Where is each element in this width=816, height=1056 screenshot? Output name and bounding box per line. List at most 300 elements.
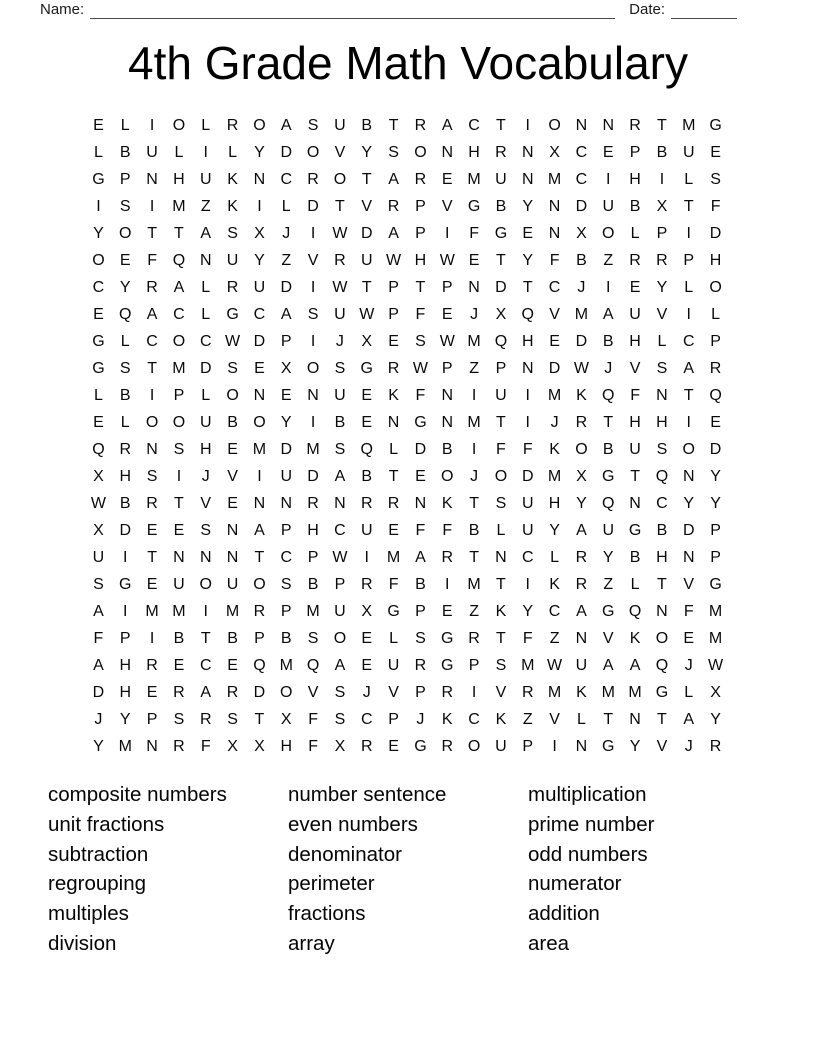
grid-letter: Q: [709, 386, 722, 404]
grid-letter: C: [548, 278, 561, 296]
grid-letter: I: [525, 575, 530, 593]
grid-letter: P: [710, 521, 721, 539]
grid-letter: R: [307, 170, 319, 188]
grid-letter: N: [495, 548, 507, 566]
grid-letter: R: [334, 251, 346, 269]
grid-letter: T: [415, 278, 426, 296]
grid-letter: R: [414, 656, 427, 674]
grid-letter: F: [683, 602, 694, 620]
grid-letter: Q: [253, 656, 266, 674]
grid-letter: D: [575, 197, 588, 215]
grid-letter: A: [146, 305, 158, 323]
grid-letter: G: [628, 521, 642, 539]
word-list-item: numerator: [528, 872, 622, 896]
grid-letter: Q: [602, 494, 615, 512]
grid-letter: U: [629, 440, 641, 458]
grid-letter: Q: [119, 305, 132, 323]
grid-letter: T: [522, 278, 533, 296]
grid-letter: D: [414, 440, 427, 458]
grid-letter: U: [360, 521, 373, 539]
grid-letter: U: [199, 170, 212, 188]
grid-letter: A: [683, 359, 695, 377]
grid-letter: V: [388, 683, 399, 701]
grid-letter: R: [629, 251, 641, 269]
grid-letter: I: [552, 737, 557, 755]
grid-letter: T: [496, 116, 506, 134]
grid-letter: R: [199, 710, 212, 728]
grid-letter: U: [334, 386, 346, 404]
grid-letter: A: [93, 656, 104, 674]
grid-letter: S: [200, 521, 212, 539]
grid-letter: O: [306, 359, 320, 377]
grid-letter: R: [173, 683, 185, 701]
grid-letter: B: [361, 116, 373, 134]
grid-letter: L: [201, 278, 211, 296]
grid-letter: O: [548, 116, 561, 134]
grid-letter: U: [334, 116, 346, 134]
grid-letter: I: [525, 413, 530, 431]
grid-letter: Y: [710, 467, 721, 485]
date-fill-line: [671, 5, 737, 19]
grid-letter: T: [254, 710, 265, 728]
grid-letter: F: [93, 629, 104, 647]
grid-letter: B: [576, 251, 587, 269]
grid-letter: S: [334, 710, 346, 728]
grid-letter: X: [280, 710, 292, 728]
grid-letter: E: [119, 251, 131, 269]
grid-letter: R: [575, 413, 588, 431]
grid-letter: J: [577, 278, 586, 296]
grid-letter: B: [468, 521, 480, 539]
grid-letter: X: [495, 305, 507, 323]
grid-letter: E: [361, 656, 373, 674]
grid-letter: L: [684, 278, 694, 296]
grid-letter: Y: [549, 521, 560, 539]
grid-letter: S: [415, 332, 426, 350]
grid-letter: T: [657, 116, 667, 134]
grid-letter: Y: [119, 710, 131, 728]
grid-letter: V: [629, 359, 641, 377]
grid-letter: W: [332, 278, 348, 296]
grid-letter: X: [361, 602, 373, 620]
grid-letter: V: [656, 737, 668, 755]
grid-letter: S: [334, 440, 346, 458]
grid-letter: E: [227, 440, 238, 458]
grid-letter: F: [415, 386, 426, 404]
grid-letter: C: [280, 170, 293, 188]
grid-letter: J: [684, 656, 693, 674]
grid-letter: X: [93, 521, 104, 539]
grid-letter: M: [601, 683, 615, 701]
grid-letter: H: [173, 170, 185, 188]
grid-letter: B: [656, 521, 668, 539]
grid-letter: E: [173, 656, 185, 674]
grid-letter: P: [710, 548, 721, 566]
word-list-item: array: [288, 931, 335, 955]
grid-letter: R: [360, 737, 373, 755]
grid-letter: A: [254, 521, 265, 539]
grid-letter: H: [199, 440, 212, 458]
grid-letter: P: [656, 224, 668, 242]
grid-letter: M: [172, 197, 186, 215]
grid-letter: E: [388, 737, 399, 755]
name-label: Name:: [40, 1, 85, 18]
grid-letter: I: [96, 197, 101, 215]
grid-letter: I: [525, 116, 530, 134]
grid-letter: W: [708, 656, 724, 674]
grid-letter: T: [147, 359, 157, 377]
grid-letter: Q: [360, 440, 373, 458]
grid-letter: J: [550, 413, 559, 431]
grid-letter: K: [227, 197, 238, 215]
grid-letter: T: [254, 548, 265, 566]
grid-letter: Z: [603, 575, 614, 593]
word-list-item: composite numbers: [48, 783, 227, 806]
grid-letter: J: [604, 359, 613, 377]
grid-letter: Q: [92, 440, 105, 458]
grid-letter: E: [146, 521, 158, 539]
grid-letter: S: [656, 359, 668, 377]
word-list-item: number sentence: [288, 783, 447, 806]
grid-letter: K: [495, 602, 507, 620]
grid-letter: E: [602, 143, 614, 161]
grid-letter: T: [388, 467, 399, 485]
grid-letter: D: [682, 521, 695, 539]
grid-letter: I: [310, 278, 316, 296]
grid-letter: E: [146, 683, 158, 701]
grid-letter: E: [93, 305, 104, 323]
grid-letter: O: [119, 224, 132, 242]
grid-letter: B: [629, 548, 641, 566]
grid-letter: Y: [93, 737, 104, 755]
grid-letter: K: [441, 494, 453, 512]
grid-letter: I: [364, 548, 369, 566]
grid-letter: V: [656, 305, 668, 323]
grid-letter: U: [226, 251, 239, 269]
grid-letter: C: [173, 305, 185, 323]
grid-letter: S: [93, 575, 104, 593]
grid-letter: B: [602, 332, 614, 350]
letter-grid: [85, 112, 729, 760]
grid-letter: X: [576, 224, 587, 242]
grid-letter: N: [629, 710, 641, 728]
grid-letter: D: [360, 224, 373, 242]
grid-letter: I: [149, 116, 155, 134]
grid-letter: G: [360, 359, 373, 377]
grid-letter: D: [307, 467, 319, 485]
grid-letter: I: [686, 224, 691, 242]
grid-letter: L: [174, 143, 184, 161]
grid-letter: U: [334, 305, 346, 323]
grid-letter: S: [307, 116, 319, 134]
grid-letter: T: [469, 494, 479, 512]
grid-letter: M: [708, 629, 723, 647]
grid-letter: F: [630, 386, 640, 404]
grid-letter: C: [146, 332, 158, 350]
grid-letter: S: [710, 170, 721, 188]
grid-letter: E: [710, 143, 721, 161]
grid-letter: F: [710, 197, 721, 215]
grid-letter: K: [227, 170, 238, 188]
grid-letter: D: [280, 143, 293, 161]
grid-letter: E: [227, 494, 238, 512]
grid-letter: H: [119, 656, 132, 674]
grid-letter: H: [629, 332, 641, 350]
grid-letter: T: [174, 494, 184, 512]
grid-letter: R: [414, 170, 427, 188]
grid-letter: O: [172, 413, 186, 431]
grid-letter: Y: [522, 602, 534, 620]
grid-letter: N: [521, 143, 534, 161]
grid-letter: N: [656, 386, 668, 404]
grid-letter: J: [282, 224, 291, 242]
grid-letter: T: [174, 224, 184, 242]
grid-letter: M: [547, 386, 562, 404]
grid-letter: G: [709, 116, 722, 134]
grid-letter: X: [254, 224, 265, 242]
grid-letter: O: [333, 629, 347, 647]
grid-letter: Z: [469, 359, 479, 377]
grid-letter: F: [308, 710, 318, 728]
grid-letter: O: [467, 737, 481, 755]
grid-letter: O: [333, 170, 347, 188]
grid-letter: W: [386, 251, 402, 269]
grid-letter: U: [387, 656, 400, 674]
grid-letter: R: [387, 359, 400, 377]
grid-letter: B: [361, 467, 373, 485]
grid-letter: T: [469, 548, 479, 566]
grid-letter: Y: [522, 197, 534, 215]
grid-letter: I: [257, 197, 262, 215]
grid-letter: O: [253, 413, 266, 431]
grid-letter: O: [253, 575, 266, 593]
grid-letter: R: [226, 116, 239, 134]
grid-letter: H: [307, 521, 319, 539]
grid-letter: T: [147, 548, 157, 566]
grid-letter: N: [146, 170, 158, 188]
grid-letter: I: [149, 386, 155, 404]
grid-letter: O: [655, 629, 669, 647]
grid-letter: N: [602, 116, 615, 134]
grid-letter: M: [118, 737, 132, 755]
grid-letter: P: [119, 170, 131, 188]
grid-letter: W: [332, 548, 348, 566]
grid-letter: C: [334, 521, 346, 539]
grid-letter: E: [173, 521, 185, 539]
grid-letter: M: [467, 575, 481, 593]
grid-letter: T: [683, 386, 694, 404]
grid-letter: N: [146, 440, 158, 458]
grid-letter: G: [441, 656, 454, 674]
grid-letter: I: [606, 170, 611, 188]
grid-letter: H: [629, 413, 641, 431]
grid-letter: E: [415, 467, 426, 485]
grid-letter: V: [307, 683, 319, 701]
grid-letter: J: [470, 305, 479, 323]
grid-letter: X: [656, 197, 668, 215]
grid-letter: R: [387, 494, 400, 512]
grid-letter: S: [495, 656, 507, 674]
grid-letter: R: [387, 197, 400, 215]
grid-letter: Y: [522, 251, 534, 269]
grid-letter: C: [521, 548, 534, 566]
grid-letter: P: [388, 278, 399, 296]
grid-letter: A: [415, 548, 426, 566]
grid-letter: T: [630, 467, 640, 485]
grid-letter: Z: [200, 197, 211, 215]
grid-letter: I: [686, 413, 691, 431]
grid-letter: Y: [710, 494, 721, 512]
grid-letter: X: [254, 737, 265, 755]
grid-letter: Y: [280, 413, 292, 431]
word-list: [48, 780, 768, 959]
grid-letter: C: [575, 170, 588, 188]
grid-letter: W: [359, 305, 375, 323]
grid-letter: S: [173, 710, 185, 728]
grid-letter: B: [119, 494, 131, 512]
grid-letter: N: [226, 548, 239, 566]
grid-letter: O: [441, 467, 454, 485]
grid-letter: Y: [93, 224, 104, 242]
grid-letter: K: [549, 575, 560, 593]
grid-letter: U: [173, 575, 185, 593]
grid-letter: G: [414, 413, 427, 431]
grid-letter: V: [200, 494, 212, 512]
grid-letter: D: [92, 683, 105, 701]
grid-letter: N: [521, 170, 534, 188]
grid-letter: R: [575, 575, 588, 593]
grid-letter: Q: [306, 656, 320, 674]
grid-letter: P: [388, 305, 399, 323]
grid-letter: O: [709, 278, 722, 296]
grid-letter: E: [227, 656, 238, 674]
grid-letter: C: [199, 332, 212, 350]
grid-letter: U: [521, 521, 534, 539]
grid-letter: L: [93, 143, 103, 161]
name-fill-line: [90, 5, 615, 19]
grid-letter: Q: [494, 332, 508, 350]
grid-letter: Z: [469, 602, 479, 620]
grid-letter: A: [602, 305, 614, 323]
grid-letter: N: [575, 629, 588, 647]
grid-letter: M: [467, 170, 481, 188]
word-list-item: area: [528, 931, 570, 955]
grid-letter: A: [93, 602, 104, 620]
grid-letter: X: [334, 737, 346, 755]
grid-letter: I: [203, 143, 208, 161]
grid-letter: H: [629, 170, 641, 188]
grid-letter: B: [495, 197, 507, 215]
word-list-item: multiples: [48, 902, 129, 926]
grid-letter: Z: [603, 251, 614, 269]
grid-letter: M: [145, 602, 159, 620]
grid-letter: N: [521, 359, 534, 377]
grid-letter: N: [307, 386, 319, 404]
grid-letter: O: [682, 440, 695, 458]
word-list-item: unit fractions: [48, 812, 165, 836]
grid-letter: L: [120, 116, 130, 134]
grid-letter: A: [388, 224, 399, 242]
grid-letter: L: [711, 305, 721, 323]
grid-letter: I: [123, 548, 128, 566]
grid-letter: B: [227, 629, 238, 647]
grid-letter: N: [441, 386, 454, 404]
grid-letter: O: [602, 224, 615, 242]
grid-letter: C: [199, 656, 212, 674]
grid-letter: O: [253, 116, 266, 134]
grid-letter: N: [548, 197, 561, 215]
grid-letter: C: [280, 548, 293, 566]
grid-letter: U: [199, 413, 212, 431]
grid-letter: R: [521, 683, 534, 701]
grid-letter: H: [656, 413, 668, 431]
grid-letter: Y: [254, 143, 265, 161]
grid-letter: S: [280, 575, 292, 593]
grid-letter: M: [306, 602, 320, 620]
grid-letter: X: [361, 332, 373, 350]
grid-letter: R: [226, 278, 239, 296]
grid-letter: M: [386, 548, 401, 566]
grid-letter: D: [709, 224, 722, 242]
grid-letter: K: [629, 629, 641, 647]
grid-letter: Y: [254, 251, 265, 269]
grid-letter: U: [226, 575, 239, 593]
grid-letter: A: [334, 467, 346, 485]
grid-letter: S: [495, 494, 507, 512]
grid-letter: E: [361, 386, 373, 404]
grid-letter: Q: [628, 602, 642, 620]
grid-letter: E: [468, 251, 480, 269]
grid-letter: A: [200, 683, 212, 701]
grid-letter: N: [146, 737, 158, 755]
grid-letter: R: [119, 440, 132, 458]
grid-letter: V: [441, 197, 453, 215]
grid-letter: E: [441, 602, 453, 620]
grid-letter: T: [496, 575, 506, 593]
grid-letter: O: [172, 116, 186, 134]
grid-letter: P: [280, 521, 292, 539]
grid-letter: S: [227, 710, 238, 728]
grid-letter: P: [441, 359, 453, 377]
grid-letter: P: [495, 359, 507, 377]
grid-letter: A: [576, 602, 587, 620]
grid-letter: W: [439, 251, 455, 269]
grid-letter: M: [252, 440, 267, 458]
grid-letter: E: [388, 332, 399, 350]
grid-letter: I: [310, 413, 316, 431]
grid-letter: S: [227, 224, 238, 242]
grid-letter: R: [253, 602, 266, 620]
grid-letter: D: [709, 440, 722, 458]
grid-letter: R: [441, 548, 454, 566]
grid-letter: F: [388, 575, 399, 593]
grid-letter: R: [629, 116, 641, 134]
grid-letter: B: [415, 575, 426, 593]
grid-letter: Z: [549, 629, 560, 647]
grid-letter: V: [361, 197, 373, 215]
grid-letter: C: [575, 143, 588, 161]
grid-letter: R: [146, 278, 158, 296]
grid-letter: P: [173, 386, 185, 404]
grid-letter: I: [176, 467, 182, 485]
grid-letter: L: [201, 386, 211, 404]
grid-letter: G: [119, 575, 132, 593]
grid-letter: C: [92, 278, 105, 296]
grid-letter: U: [602, 197, 615, 215]
grid-letter: N: [548, 224, 561, 242]
word-list-item: multiplication: [528, 783, 647, 806]
grid-letter: T: [683, 197, 694, 215]
